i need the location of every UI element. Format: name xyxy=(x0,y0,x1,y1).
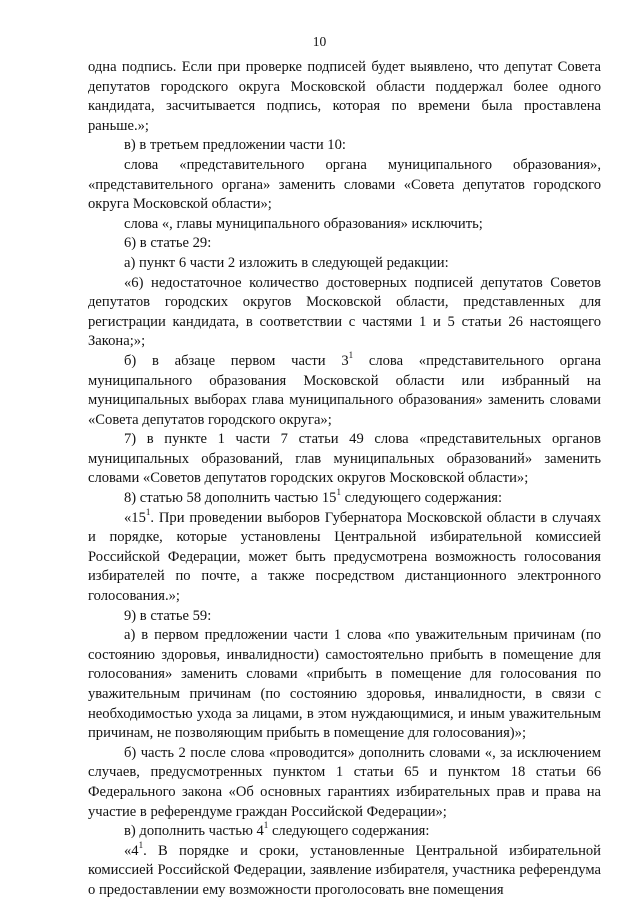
superscript: 1 xyxy=(263,820,269,831)
superscript: 1 xyxy=(336,487,341,498)
paragraph-text: 8) статью 58 дополнить частью 15 xyxy=(124,490,337,507)
paragraph: а) пункт 6 части 2 изложить в следующей редакции: xyxy=(124,254,449,271)
paragraph-text: б) в абзаце первом части 3 xyxy=(124,352,349,369)
paragraph xyxy=(88,506,601,607)
paragraph-text: в) дополнить частью 4 xyxy=(124,823,264,840)
paragraph: 7) в пункте 1 части 7 статьи 49 слова «представительных органов муниципальных образований, глав муниципальных образований» заменить словами «Советов депутатов городских округов Московской области»; xyxy=(88,431,601,487)
paragraph: в) в третьем предложении части 10: xyxy=(124,137,346,154)
document-body xyxy=(88,58,601,901)
superscript: 1 xyxy=(348,350,354,361)
paragraph: б) часть 2 после слова «проводится» дополнить словами «, за исключением случаев, предусмотренных пунктом 1 статьи 65 и пунктом 18 статьи 66 Федерального закона «Об основных гарантиях избирательных прав и права на участие в референдуме граждан Российской Федерации»; xyxy=(88,744,601,820)
paragraph-text: . В порядке и сроки, установленные Центральной избирательной комиссией Российской Федерации, заявление избирателя, участника референдума о предоставлении ему возможности проголосовать вне помещения xyxy=(88,842,601,898)
paragraph xyxy=(88,839,601,901)
paragraph: 9) в статье 59: xyxy=(124,607,212,624)
paragraph-text: «4 xyxy=(124,842,139,859)
paragraph: «6) недостаточное количество достоверных подписей депутатов Советов депутатов городских округов Московской области, представленных для регистрации кандидата, в соответствии с частями 1 и 5 статьи 26 настоящего Закона;»; xyxy=(88,274,601,350)
paragraph-text: . При проведении выборов Губернатора Московской области в случаях и порядке, которые установлены Центральной избирательной комиссией Российской Федерации, может быть предусмотрена возможность голосования избирателей по почте, а также посредством дистанционного электронного голосования.»; xyxy=(88,509,601,605)
paragraph xyxy=(88,489,601,509)
paragraph: 6) в статье 29: xyxy=(124,235,212,252)
superscript: 1 xyxy=(138,839,144,850)
paragraph: а) в первом предложении части 1 слова «по уважительным причинам (по состоянию здоровья, инвалидности) самостоятельно прибыть в помещение для голосования» заменить словами «прибыть в помещение для голосования по уважительным причинам (по состоянию здоровья, инвалидности, в связи с необходимостью ухода за лицами, в этом нуждающимися, и иным уважительным причинам, не позволяющим прибыть в помещение для голосования)»; xyxy=(88,627,601,742)
paragraph-text: следующего содержания: xyxy=(268,823,430,840)
paragraph: одна подпись. Если при проверке подписей будет выявлено, что депутат Совета депутатов городского округа Московской области поддержал более одного кандидата, засчитывается подпись, которая по времени была проставлена раньше.»; xyxy=(88,59,601,134)
paragraph: слова «, главы муниципального образования» исключить; xyxy=(124,215,483,232)
page-number: 10 xyxy=(312,34,327,49)
paragraph xyxy=(88,822,601,842)
paragraph-text: следующего содержания: xyxy=(340,490,503,507)
superscript: 1 xyxy=(145,506,151,517)
paragraph: слова «представительного органа муниципального образования», «представительного органа» заменить словами «Совета депутатов городского округа Московской области»; xyxy=(88,156,601,213)
paragraph xyxy=(88,352,601,430)
paragraph-text: «15 xyxy=(124,509,146,526)
paragraph-text: слова «представительного органа муниципального образования Московской области или избранный на муниципальных выборах глава муниципального образования» заменить словами «Совета депутатов городского округа»; xyxy=(88,352,602,428)
